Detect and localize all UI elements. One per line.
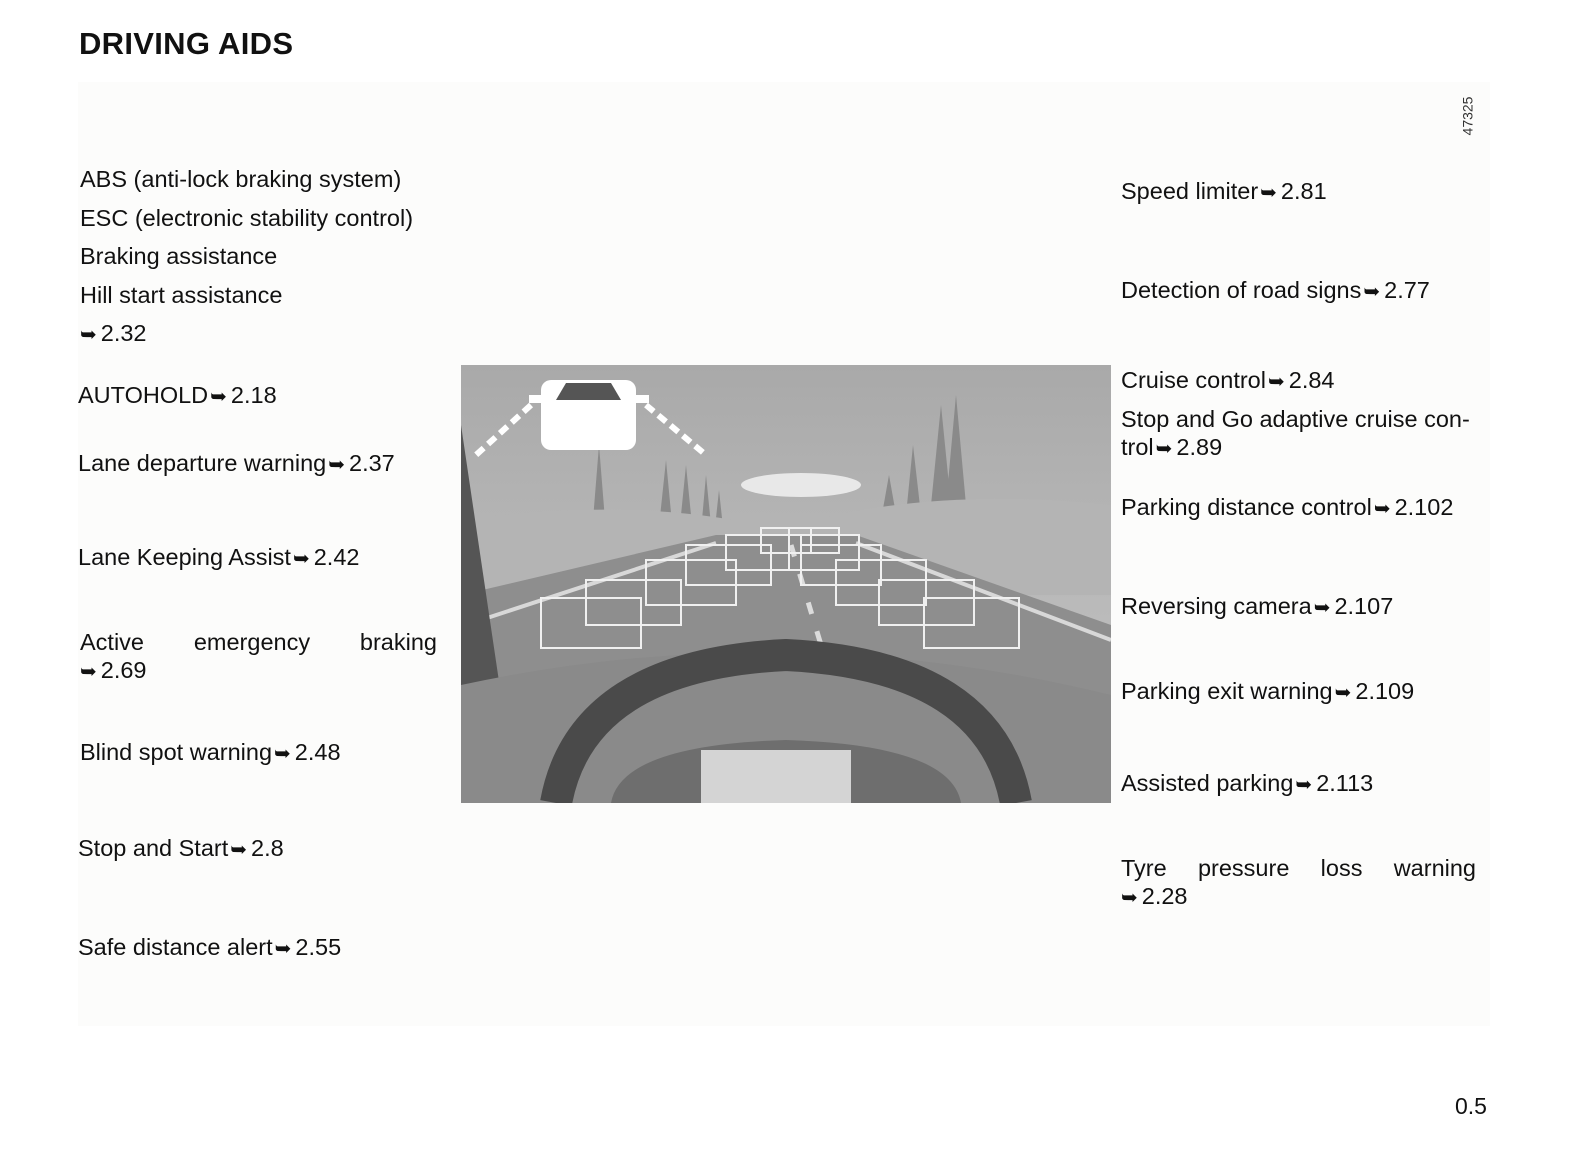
list-item[interactable]	[80, 738, 341, 768]
list-item[interactable]	[1121, 405, 1470, 463]
item-ref: 2.28	[1141, 883, 1188, 909]
list-item[interactable]	[1121, 366, 1335, 396]
list-item[interactable]	[1121, 177, 1327, 207]
right-arrow-reference-icon: ➥	[1121, 887, 1138, 909]
item-label: Speed limiter	[1121, 178, 1259, 204]
page-reference-link[interactable]	[78, 319, 147, 349]
list-item[interactable]	[78, 543, 359, 573]
item-label: Lane Keeping Assist	[78, 544, 291, 570]
item-label-continued: trol	[1121, 434, 1154, 460]
list-item	[80, 281, 282, 309]
item-label: Stop and Start	[78, 835, 229, 861]
list-item	[80, 165, 401, 193]
right-arrow-reference-icon: ➥	[1334, 682, 1352, 704]
list-item	[80, 204, 413, 232]
item-ref: 2.32	[100, 320, 147, 346]
item-label: Parking exit warning	[1121, 678, 1333, 704]
list-item[interactable]	[1121, 276, 1430, 306]
list-item[interactable]	[1121, 854, 1476, 912]
cluster-display	[701, 750, 851, 803]
list-item[interactable]	[78, 933, 341, 963]
item-label: Cruise control	[1121, 367, 1266, 393]
page-number: 0.5	[1455, 1093, 1487, 1119]
right-arrow-reference-icon: ➥	[1373, 498, 1391, 520]
item-label: Detection of road signs	[1121, 277, 1362, 303]
item-ref: 2.8	[251, 835, 284, 861]
item-label: Tyre pressure loss warning	[1121, 855, 1476, 881]
item-label: ABS (anti-lock braking system)	[80, 166, 402, 192]
list-item[interactable]	[1121, 677, 1414, 707]
list-item	[80, 242, 277, 270]
list-item[interactable]	[78, 449, 395, 479]
right-arrow-reference-icon: ➥	[1155, 438, 1173, 460]
list-item[interactable]	[1121, 769, 1373, 799]
right-arrow-reference-icon: ➥	[1260, 182, 1277, 204]
right-arrow-reference-icon: ➥	[1295, 774, 1313, 796]
cloud	[741, 473, 861, 497]
figure-number: 47325	[1459, 96, 1476, 136]
item-label: Stop and Go adaptive cruise con-	[1121, 406, 1470, 432]
right-arrow-reference-icon: ➥	[328, 454, 345, 476]
item-ref: 2.109	[1355, 678, 1415, 704]
item-label: Lane departure warning	[78, 450, 327, 476]
item-label: Blind spot warning	[80, 739, 273, 765]
item-ref: 2.89	[1176, 434, 1223, 460]
right-arrow-reference-icon: ➥	[274, 938, 292, 960]
item-ref: 2.18	[230, 382, 277, 408]
item-ref: 2.113	[1316, 770, 1374, 796]
item-label: ESC (electronic stability control)	[80, 205, 414, 231]
right-arrow-reference-icon: ➥	[80, 661, 97, 683]
item-label: Hill start assistance	[80, 282, 283, 308]
item-ref: 2.48	[294, 739, 341, 765]
item-ref: 2.55	[295, 934, 342, 960]
list-item[interactable]	[1121, 493, 1453, 523]
item-ref: 2.77	[1384, 277, 1430, 303]
item-ref: 2.37	[349, 450, 395, 476]
right-arrow-reference-icon: ➥	[210, 386, 227, 408]
right-arrow-reference-icon: ➥	[230, 839, 248, 861]
item-ref: 2.69	[100, 657, 147, 683]
driving-aids-illustration	[461, 365, 1111, 803]
page-title: DRIVING AIDS	[79, 26, 294, 61]
right-arrow-reference-icon: ➥	[80, 324, 97, 346]
list-item[interactable]	[1121, 592, 1393, 622]
item-ref: 2.107	[1334, 593, 1394, 619]
item-label: Assisted parking	[1121, 770, 1294, 796]
item-ref: 2.81	[1280, 178, 1327, 204]
right-arrow-reference-icon: ➥	[274, 743, 291, 765]
list-item[interactable]	[78, 381, 277, 411]
list-item[interactable]	[78, 834, 284, 864]
right-arrow-reference-icon: ➥	[292, 548, 310, 570]
item-label: Safe distance alert	[78, 934, 273, 960]
item-label: Braking assistance	[80, 243, 278, 269]
right-arrow-reference-icon: ➥	[1313, 597, 1331, 619]
item-ref: 2.102	[1394, 494, 1454, 520]
right-arrow-reference-icon: ➥	[1267, 371, 1285, 393]
item-ref: 2.84	[1288, 367, 1335, 393]
right-arrow-reference-icon: ➥	[1363, 281, 1381, 303]
item-label: AUTOHOLD	[78, 382, 209, 408]
list-item[interactable]	[80, 628, 437, 686]
item-ref: 2.42	[313, 544, 360, 570]
item-label: Reversing camera	[1121, 593, 1312, 619]
item-label: Parking distance control	[1121, 494, 1372, 520]
item-label: Active emergency braking	[80, 629, 437, 655]
